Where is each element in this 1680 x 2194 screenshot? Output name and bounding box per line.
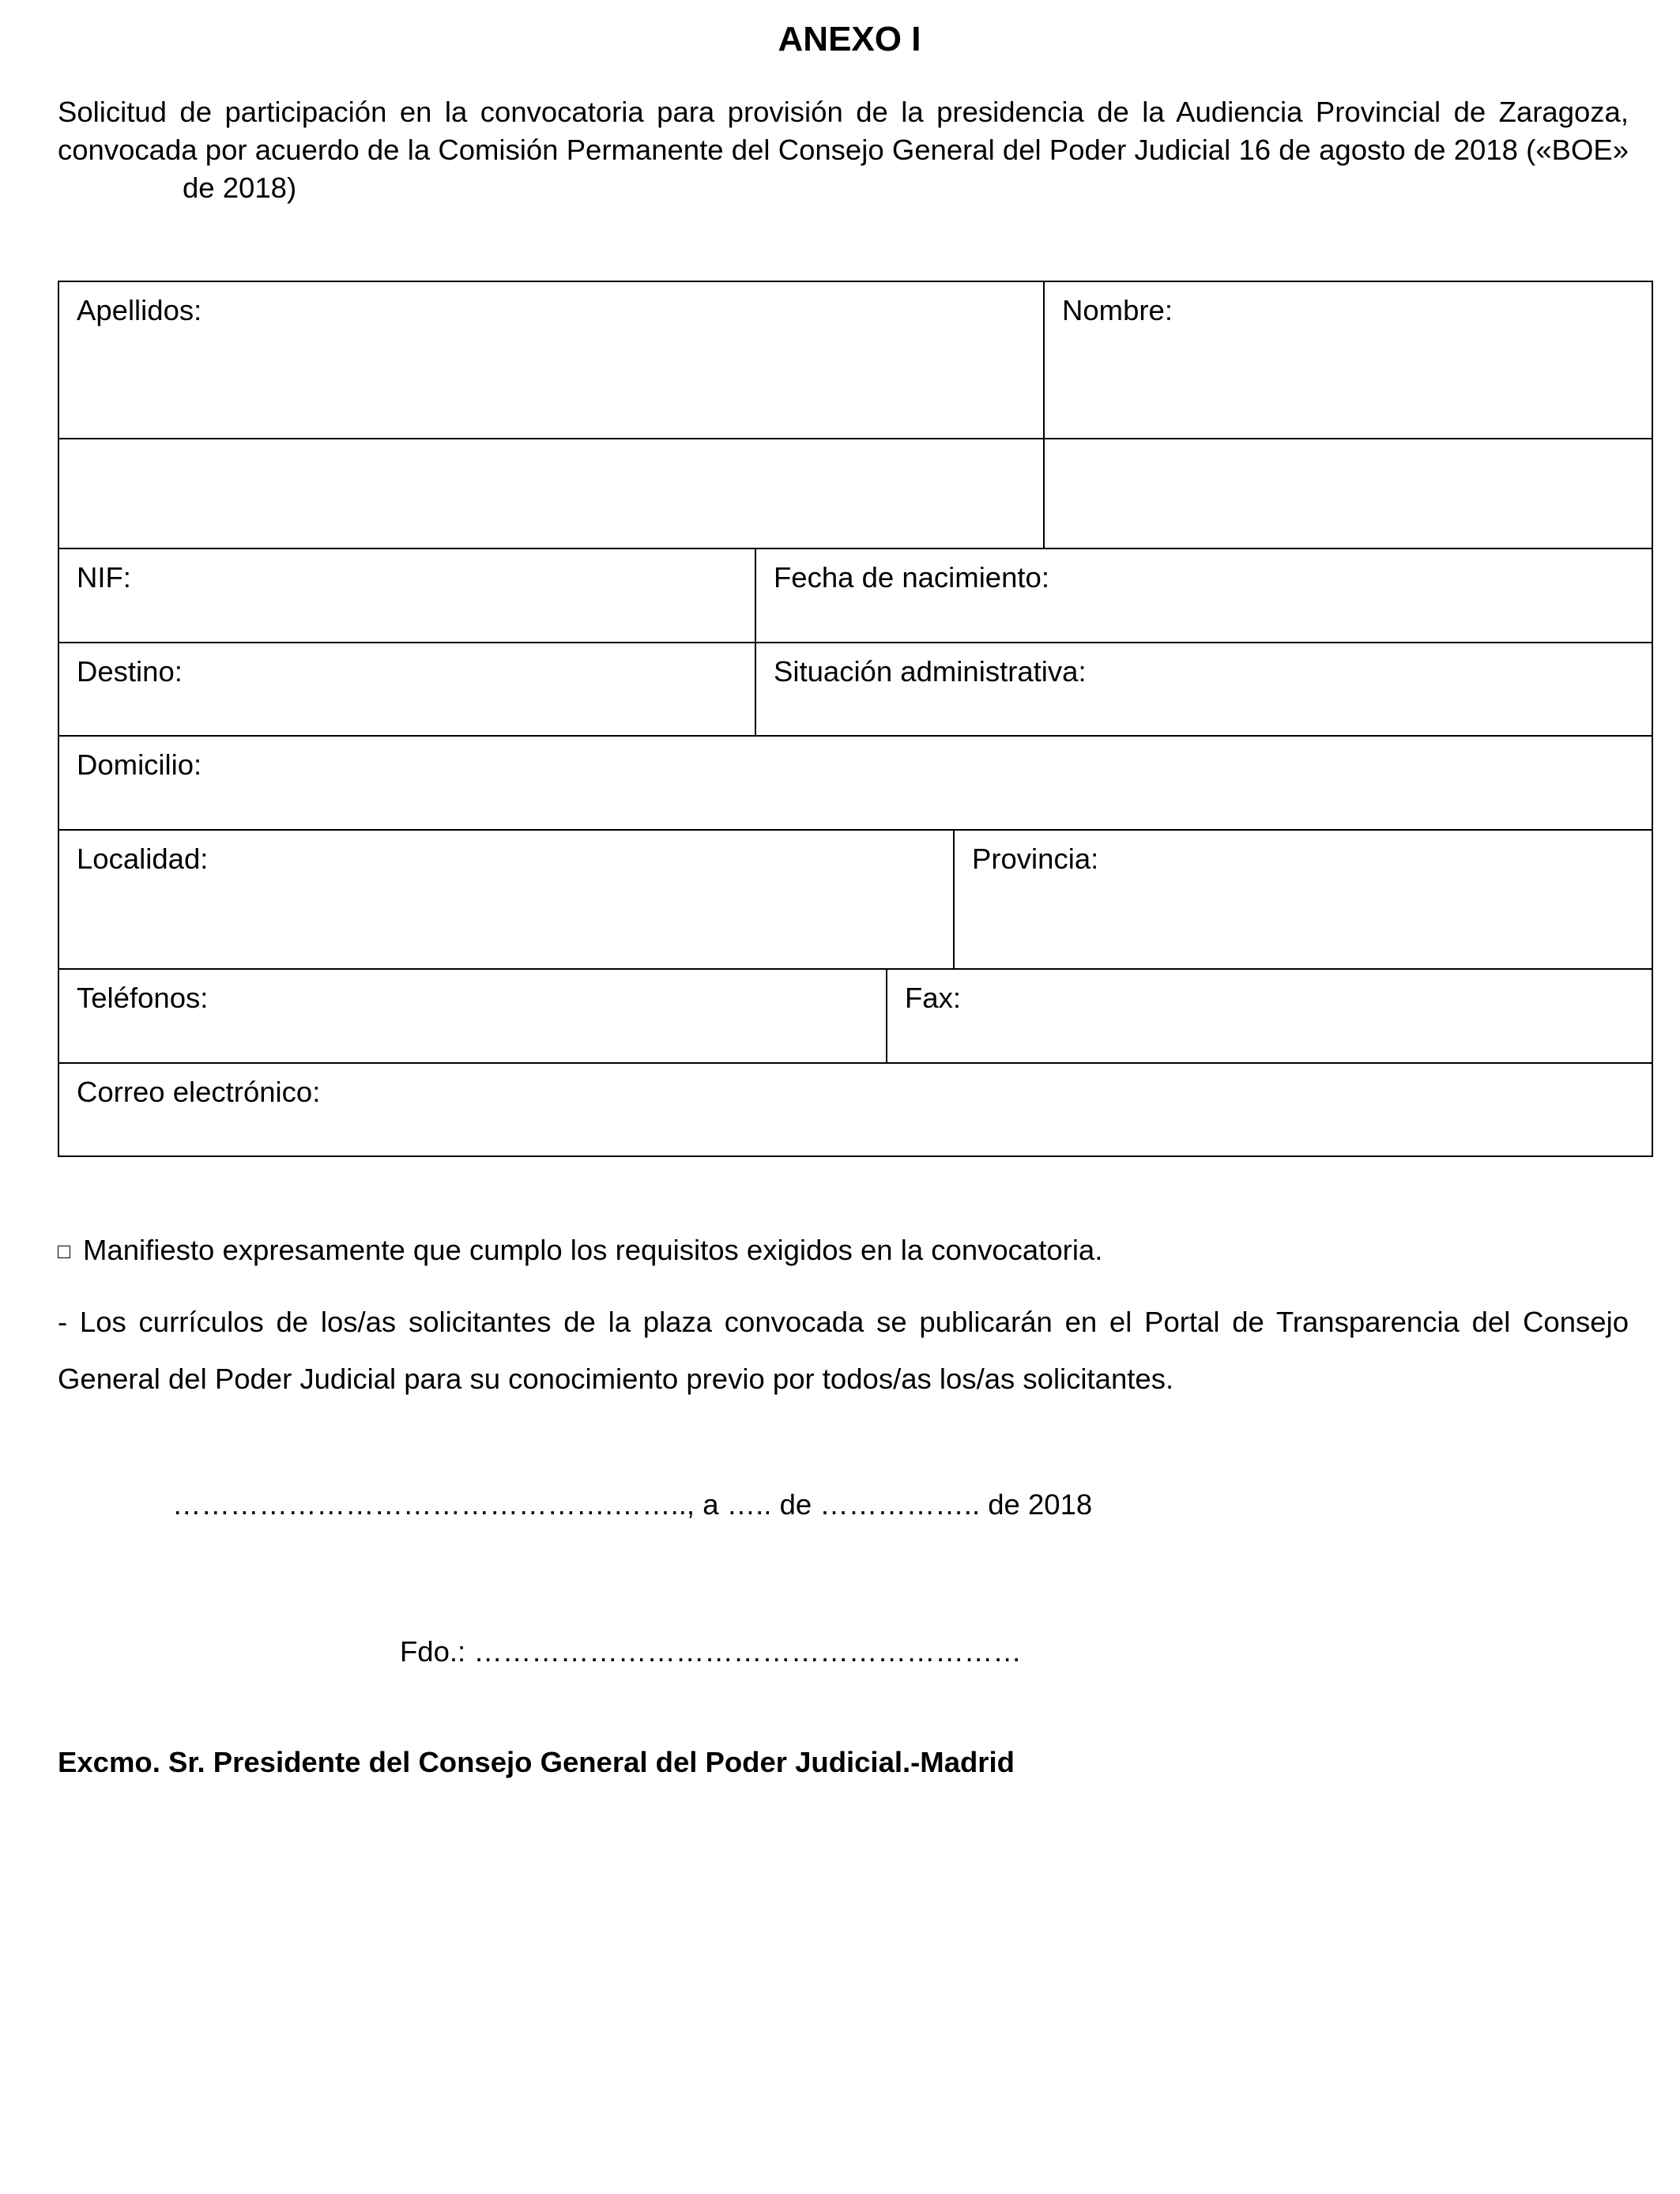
situacion-field[interactable]	[755, 642, 1653, 737]
requirements-checkbox[interactable]	[58, 1246, 70, 1258]
requirements-text: Manifiesto expresamente que cumplo los requisitos exigidos en la convocatoria.	[83, 1234, 1103, 1266]
situacion-label: Situación administrativa:	[774, 655, 1087, 688]
provincia-field[interactable]	[953, 829, 1653, 970]
domicilio-label: Domicilio:	[77, 748, 202, 781]
fecha-nacimiento-field[interactable]	[755, 548, 1653, 643]
place-date-line: ……………………………………….…….., a ….. de …………….. de 2018	[172, 1488, 1093, 1521]
nif-label: NIF:	[77, 561, 131, 594]
signature-line: Fdo.: …………………………………………………	[400, 1635, 1022, 1668]
apellidos-field[interactable]	[58, 281, 1045, 439]
nif-field[interactable]	[58, 548, 756, 643]
transparency-note: - Los currículos de los/as solicitantes de la plaza convocada se publicarán en el Portal de Transparencia del Consejo General del Poder Judicial para su conocimiento previo por todos/as los/as solicitantes.	[58, 1306, 1629, 1395]
addressee: Excmo. Sr. Presidente del Consejo General del Poder Judicial.-Madrid	[58, 1746, 1015, 1778]
apellidos-value-cell[interactable]	[58, 438, 1045, 549]
localidad-field[interactable]	[58, 829, 955, 970]
nombre-label: Nombre:	[1062, 294, 1173, 326]
correo-label: Correo electrónico:	[77, 1076, 321, 1108]
telefonos-field[interactable]	[58, 968, 887, 1064]
provincia-label: Provincia:	[972, 843, 1099, 875]
page-title: ANEXO I	[778, 20, 921, 58]
fax-field[interactable]	[886, 968, 1653, 1064]
destino-label: Destino:	[77, 655, 183, 688]
telefonos-label: Teléfonos:	[77, 982, 209, 1014]
apellidos-label: Apellidos:	[77, 294, 202, 326]
destino-field[interactable]	[58, 642, 756, 737]
localidad-label: Localidad:	[77, 843, 209, 875]
fax-label: Fax:	[905, 982, 961, 1014]
nombre-value-cell[interactable]	[1043, 438, 1653, 549]
application-form	[58, 281, 1653, 1157]
nombre-field[interactable]	[1043, 281, 1653, 439]
intro-text-part1: Solicitud de participación en la convocatoria para provisión de la presidencia de la Audiencia Provincial de Zaragoza, convocada por acuerdo de la Comisión Permanente del Consejo General del Poder Judicial 16 de agosto de 2018 («BOE»	[58, 96, 1629, 166]
correo-field[interactable]	[58, 1062, 1653, 1157]
intro-paragraph	[58, 93, 1629, 207]
requirements-declaration	[58, 1222, 1629, 1279]
intro-text-part2: de 2018)	[183, 172, 297, 204]
fecha-nacimiento-label: Fecha de nacimiento:	[774, 561, 1049, 594]
domicilio-field[interactable]	[58, 735, 1653, 831]
